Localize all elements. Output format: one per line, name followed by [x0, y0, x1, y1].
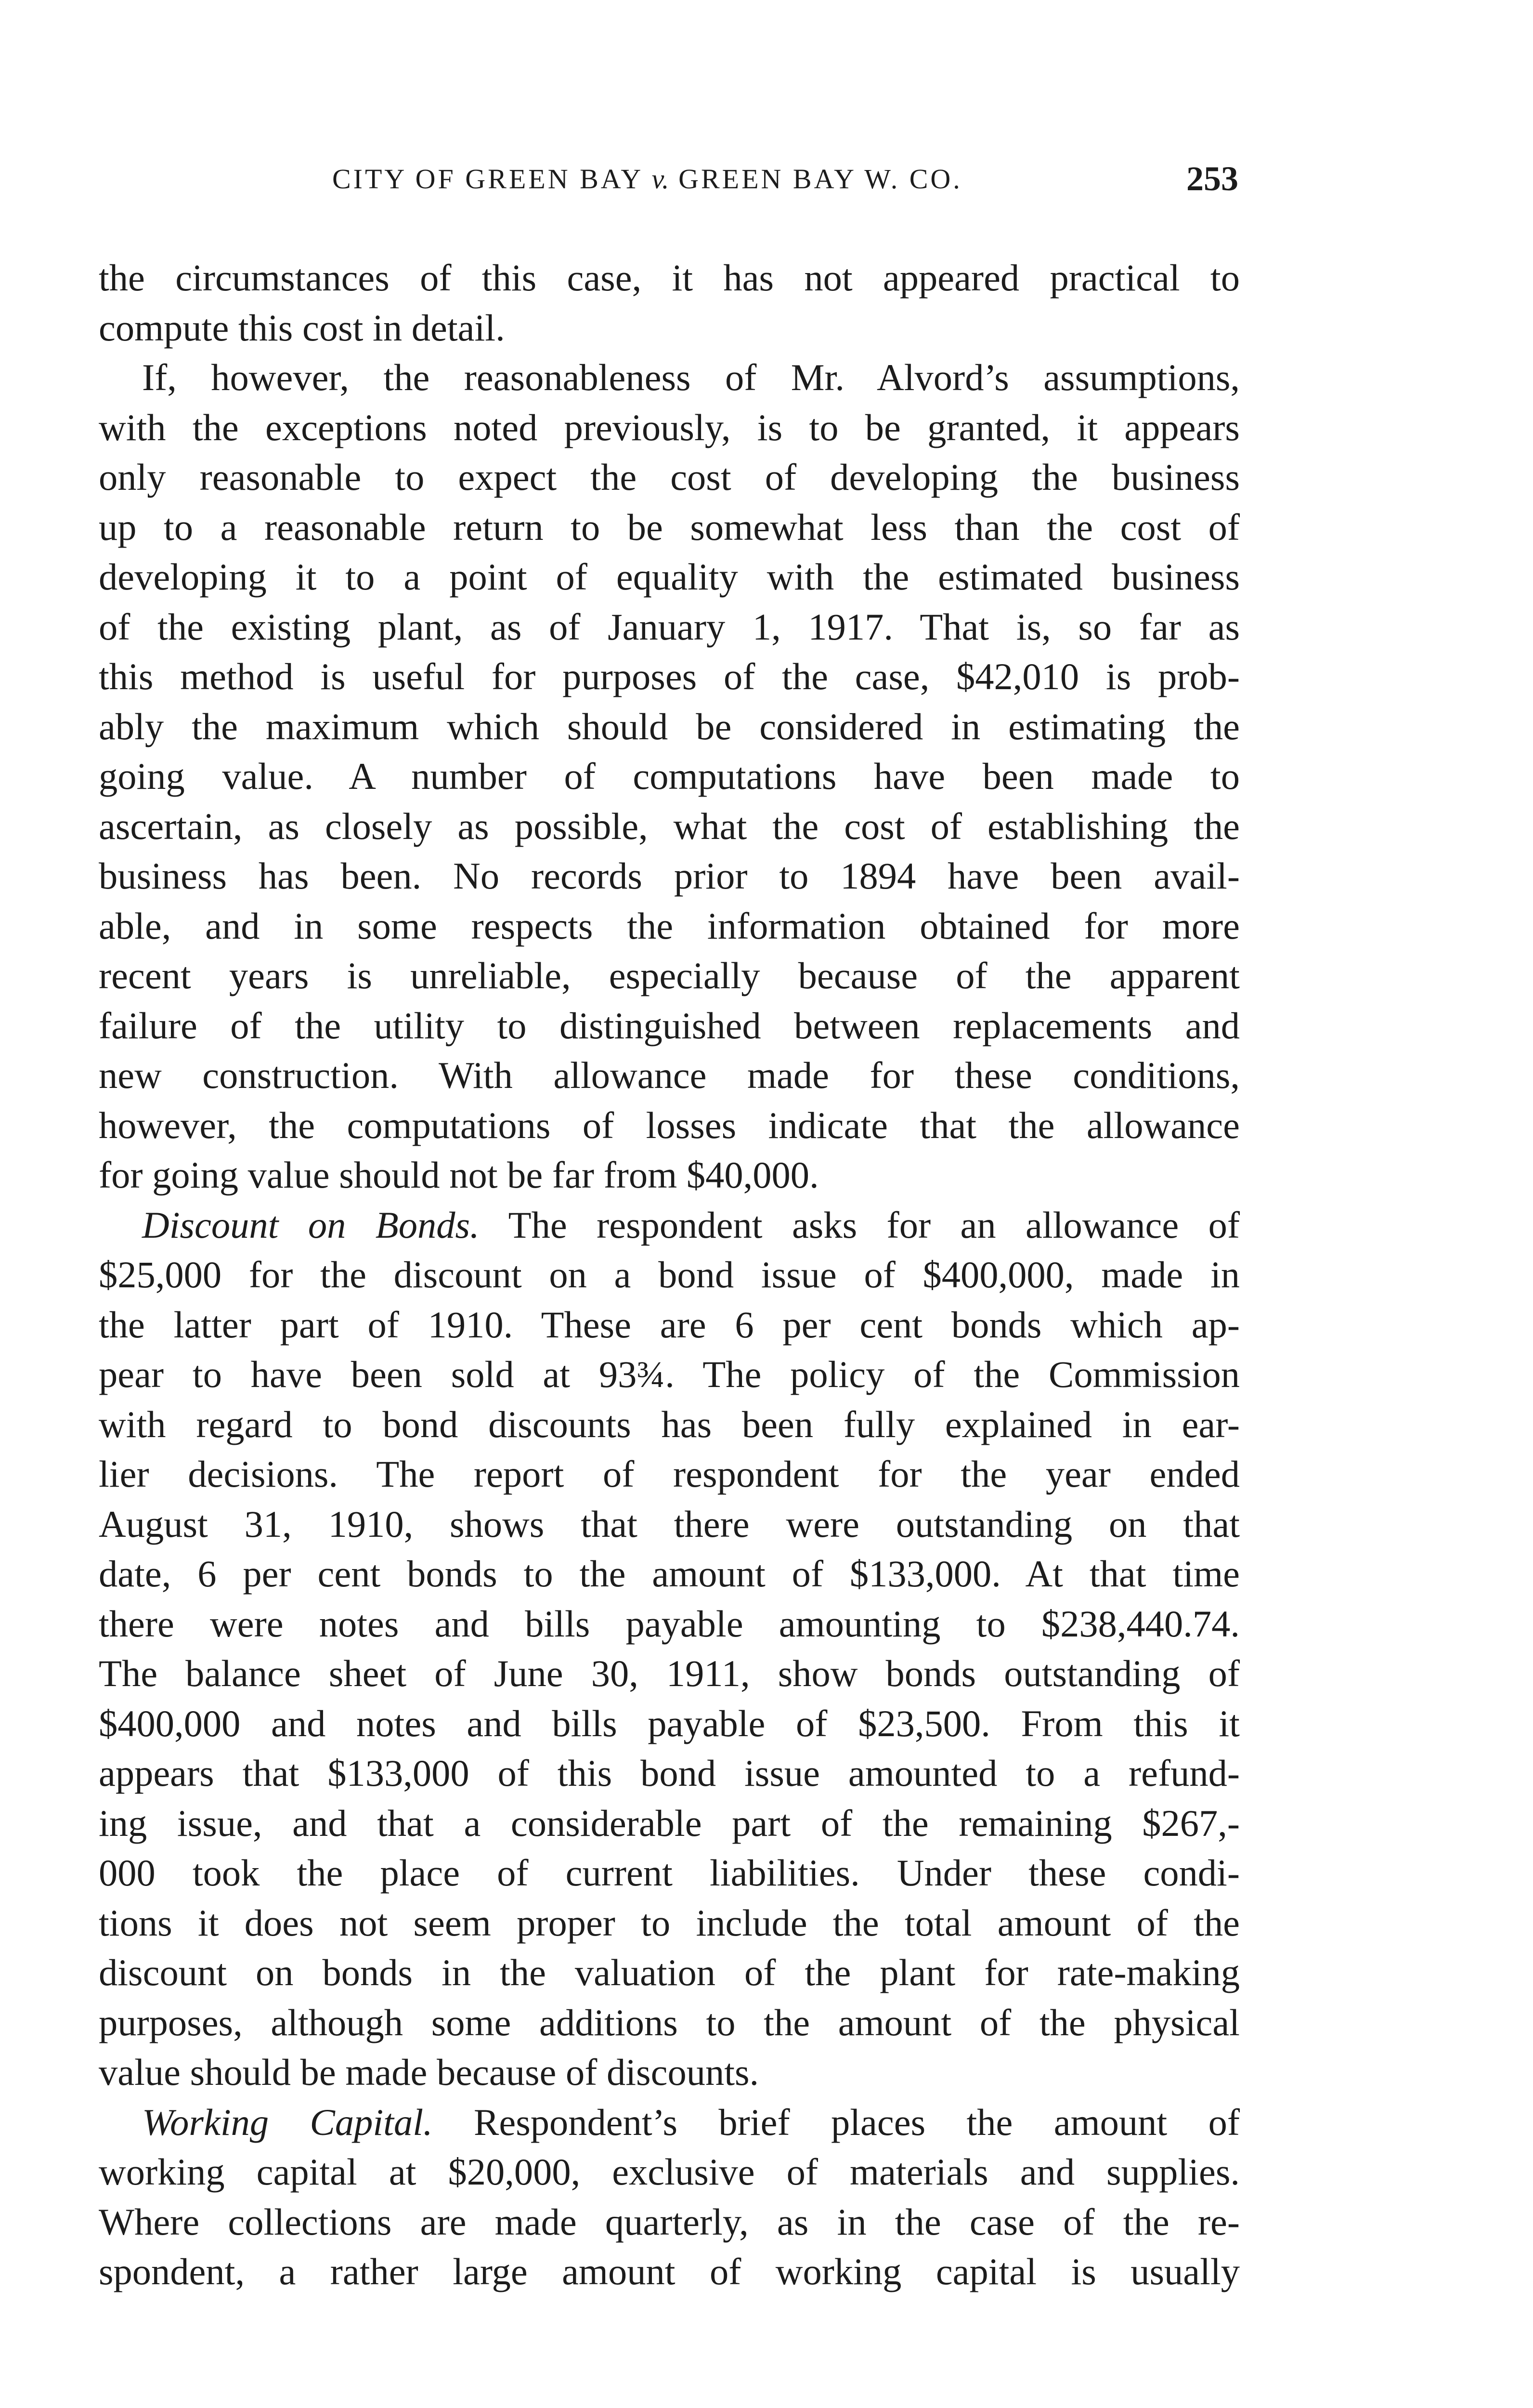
- text-line: there were notes and bills payable amounting to $238,440.74.: [99, 1602, 1240, 1645]
- text-line: developing it to a point of equality with the estimated business: [99, 556, 1240, 598]
- text-line: pear to have been sold at 93¾. The policy of the Commission: [99, 1353, 1240, 1395]
- text-line: the latter part of 1910. These are 6 per cent bonds which ap-: [99, 1303, 1240, 1346]
- text-line: tions it does not seem proper to include the total amount of the: [99, 1901, 1240, 1944]
- text-line: the circumstances of this case, it has not appeared practical to: [99, 257, 1240, 299]
- text-line: appears that $133,000 of this bond issue amounted to a refund-: [99, 1752, 1240, 1794]
- text-line: ably the maximum which should be considered in estimating the: [99, 705, 1240, 747]
- text-line: for going value should not be far from $40,000.: [99, 1154, 819, 1196]
- text-line: $25,000 for the discount on a bond issue of $400,000, made in: [99, 1254, 1240, 1296]
- text-line: purposes, although some additions to the amount of the physical: [99, 2001, 1240, 2043]
- text-line: however, the computations of losses indicate that the allowance: [99, 1104, 1240, 1146]
- text-line: If, however, the reasonableness of Mr. Alvord’s assumptions,: [142, 356, 1240, 398]
- section-heading-working-capital: Working Capital.: [142, 2101, 433, 2143]
- text-line: discount on bonds in the valuation of the plant for rate-making: [99, 1951, 1240, 1993]
- text-line: of the existing plant, as of January 1, 1917. That is, so far as: [99, 605, 1240, 648]
- text-line: only reasonable to expect the cost of developing the business: [99, 456, 1240, 498]
- text-line: August 31, 1910, shows that there were outstanding on that: [99, 1503, 1240, 1545]
- text-line: new construction. With allowance made for these conditions,: [99, 1054, 1240, 1096]
- text-line: value should be made because of discounts.: [99, 2051, 759, 2093]
- text-line: Working Capital. Respondent’s brief places the amount of: [142, 2101, 1240, 2143]
- text-line: this method is useful for purposes of the case, $42,010 is prob-: [99, 655, 1240, 697]
- text-line: $400,000 and notes and bills payable of $23,500. From this it: [99, 1702, 1240, 1744]
- text-line: going value. A number of computations have been made to: [99, 755, 1240, 797]
- text-line: spondent, a rather large amount of working capital is usually: [99, 2251, 1240, 2292]
- text-line: date, 6 per cent bonds to the amount of $133,000. At that time: [99, 1553, 1240, 1595]
- text-line: with regard to bond discounts has been fully explained in ear-: [99, 1403, 1240, 1445]
- running-head: CITY OF GREEN BAY v. GREEN BAY W. CO.: [332, 163, 962, 195]
- text-line: 000 took the place of current liabilities. Under these condi-: [99, 1852, 1240, 1894]
- text-line: ing issue, and that a considerable part of the remaining $267,-: [99, 1802, 1240, 1844]
- text-line: business has been. No records prior to 1894 have been avail-: [99, 855, 1240, 897]
- text-line: lier decisions. The report of respondent for the year ended: [99, 1453, 1240, 1495]
- text-line: The balance sheet of June 30, 1911, show bonds outstanding of: [99, 1652, 1240, 1694]
- text-line: recent years is unreliable, especially because of the apparent: [99, 955, 1240, 996]
- page-header: [96, 159, 1252, 207]
- body-text: [99, 253, 1240, 2297]
- page-number: 253: [1186, 159, 1238, 198]
- text-line: compute this cost in detail.: [99, 306, 505, 349]
- text-line: ascertain, as closely as possible, what the cost of establishing the: [99, 805, 1240, 847]
- text-line: with the exceptions noted previously, is to be granted, it appears: [99, 406, 1240, 448]
- section-heading-discount-on-bonds: Discount on Bonds.: [142, 1204, 480, 1246]
- text-line: working capital at $20,000, exclusive of materials and supplies.: [99, 2151, 1240, 2193]
- text-line: Discount on Bonds. The respondent asks for an allowance of: [142, 1204, 1240, 1246]
- text-line: failure of the utility to distinguished between replacements and: [99, 1004, 1240, 1047]
- text-line: up to a reasonable return to be somewhat less than the cost of: [99, 506, 1240, 548]
- text-line: able, and in some respects the information obtained for more: [99, 904, 1240, 947]
- text-line: Where collections are made quarterly, as in the case of the re-: [99, 2200, 1240, 2243]
